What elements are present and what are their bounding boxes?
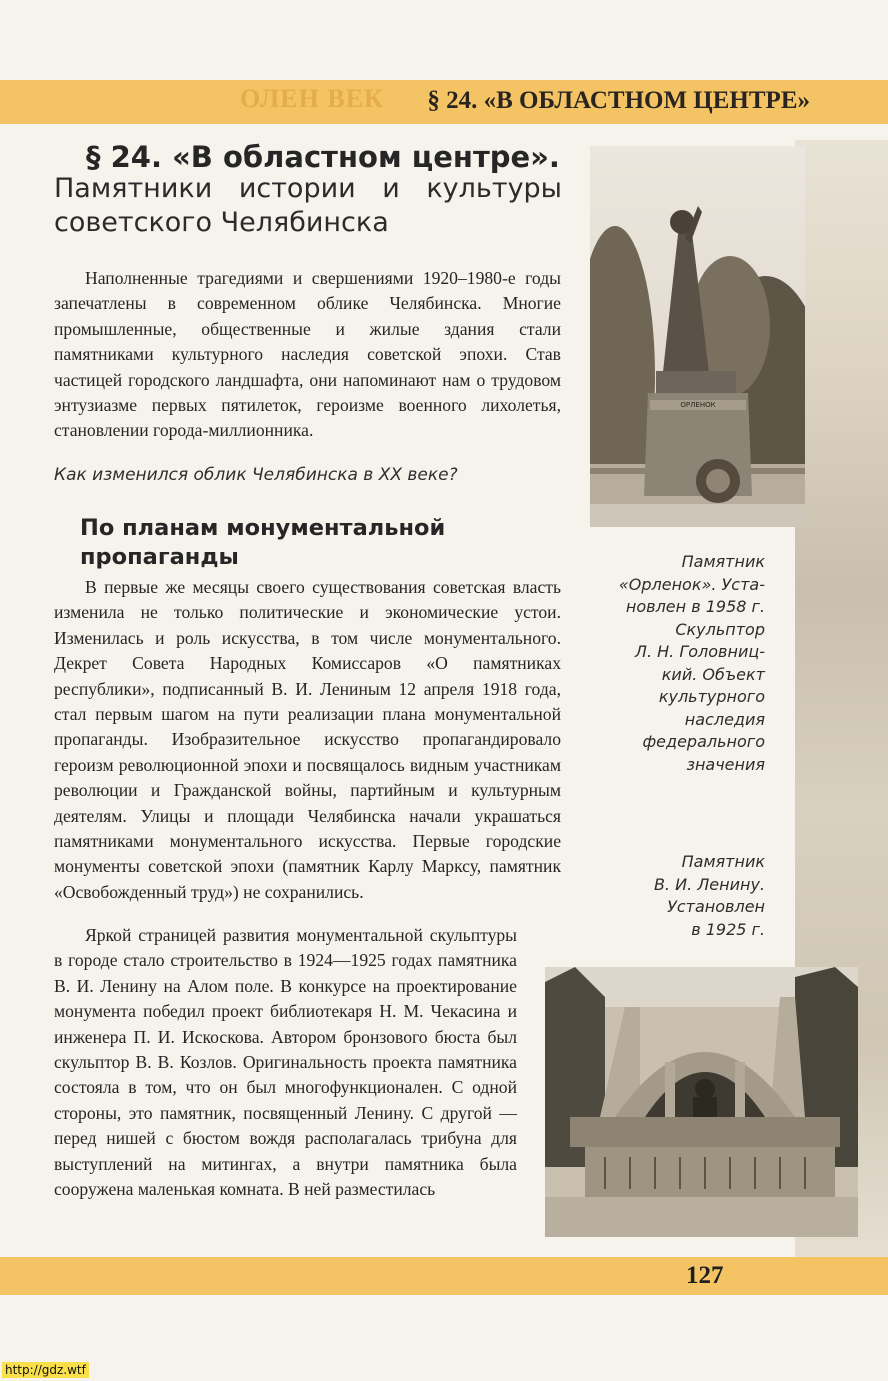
page-title: § 24. «В областном центре». (86, 140, 560, 174)
caption-line: значения (686, 754, 765, 774)
caption-line: в 1925 г. (691, 919, 765, 939)
section-heading: По планам монументальной пропаганды (80, 515, 446, 570)
caption-line: Памятник (681, 852, 765, 871)
caption-line: новлен в 1958 г. (625, 597, 765, 616)
caption-line: федерального (642, 732, 765, 751)
plaque-text: ОРЛЕНОК (680, 401, 716, 409)
caption-line: Л. Н. Головниц- (634, 642, 765, 661)
photo-caption-lenin (590, 851, 765, 941)
lenin-monument-photo (545, 967, 858, 1237)
running-header-ghost: ОЛЕН ВЕК (240, 84, 384, 113)
subtitle-line-2: советского Челябинска (54, 207, 389, 238)
footer-band (0, 1257, 888, 1295)
intro-paragraph: Наполненные трагедиями и свершениями 1920–1980-е годы запечатлены в современном облике Челябинска. Многие промышленные, общественные и жилые здания стали памятниками культурного наследия советской эпохи. Став частицей городского ландшафта, они напоминают нам о трудовом энтузиазме первых пятилеток, героизме военного лихолетья, становлении города-миллионника. (54, 268, 561, 441)
running-header-band (0, 80, 888, 124)
photo-caption-orlenok (590, 551, 765, 776)
subtitle-line-1: Памятники истории и культуры (54, 173, 562, 204)
caption-line: культурного (658, 687, 765, 706)
orlenok-monument-photo (590, 146, 805, 527)
caption-line: Скульптор (675, 619, 765, 639)
caption-line: В. И. Ленину. (653, 874, 765, 894)
page-number: 127 (686, 1262, 724, 1289)
body-paragraph-2: Яркой страницей развития монументальной скульптуры в городе стало строительство в 1924—1925 годах памятника В. И. Ленину на Алом поле. В конкурсе на проектирование монумента победил проект библиотекаря Н. М. Чекасина и инженера П. И. Искоскова. Автором бронзового бюста был скульптор В. В. Козлов. Оригинальность проекта памятника состояла в том, что он был многофункционален. С одной стороны, это памятник, посвященный Ленину. С другой — перед нишей с бюстом вождя располагалась трибуна для выступлений на митингах, а внутри памятника была сооружена маленькая комната. В ней разместилась (54, 925, 517, 1200)
caption-line: Памятник (681, 552, 765, 571)
caption-line: наследия (684, 709, 765, 729)
body-paragraph-1: В первые же месяцы своего существования советская власть изменила не только политические и экономические устои. Изменилась и роль искусства, в том числе монументального. Декрет Совета Народных Комиссаров «О памятниках республики», подписанный В. И. Лениным 12 апреля 1918 года, стал первым шагом на пути реализации плана монументальной пропаганды. Изобразительное искусство пропагандировало героизм революционной эпохи и посвящалось видным участникам революции и Гражданской войны, партийным и культурным деятелям. Улицы и площади Челябинска начали украшаться памятниками монументального искусства. Первые городские монументы советской эпохи (памятник Карлу Марксу, памятник «Освобожденный труд») не сохранились. (54, 577, 561, 902)
running-header: § 24. «В ОБЛАСТНОМ ЦЕНТРЕ» (427, 87, 810, 114)
page-subtitle (54, 172, 562, 240)
review-question: Как изменился облик Челябинска в XX веке? (54, 465, 458, 485)
watermark-link[interactable]: http://gdz.wtf (2, 1362, 89, 1378)
caption-line: «Орленок». Уста- (618, 574, 765, 594)
caption-line: Установлен (667, 897, 765, 916)
caption-line: кий. Объект (661, 664, 765, 684)
